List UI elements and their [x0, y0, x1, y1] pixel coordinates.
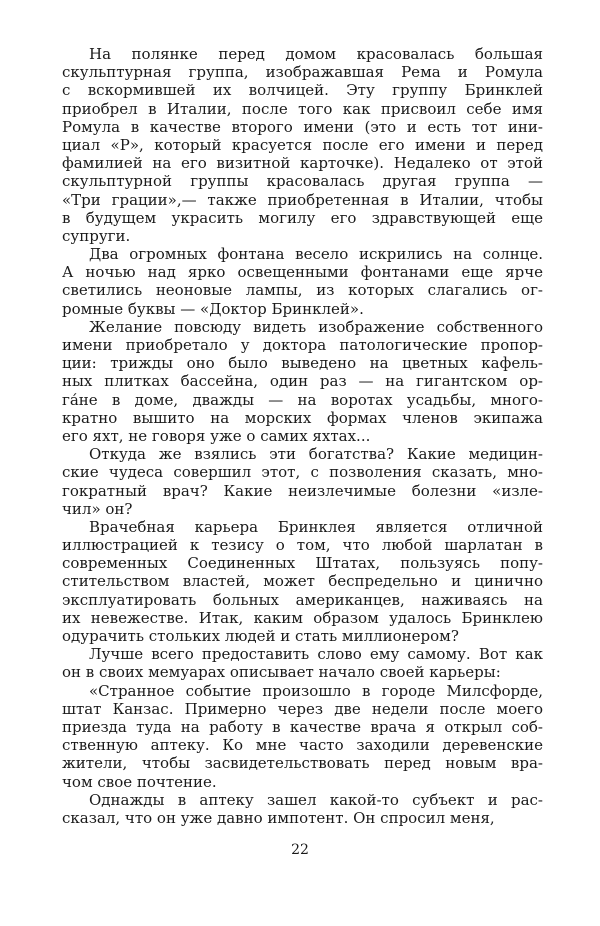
text-line: Ромула в качестве второго имени (это и есть тот ини-	[62, 117, 543, 136]
text-line: он в своих мемуарах описывает начало своей карьеры:	[62, 663, 501, 682]
text-line: Однажды в аптеку зашел какой-то субъект и рас-	[89, 790, 543, 809]
text-line: «Странное событие произошло в городе Милсфорде,	[89, 681, 543, 700]
text-line: «Три грации»,— также приобретенная в Италии, чтобы	[62, 190, 543, 209]
text-line: одурачить стольких людей и стать миллионером?	[62, 627, 459, 645]
paragraph	[62, 645, 543, 681]
text-line: гократный врач? Какие неизлечимые болезни «изле-	[62, 481, 543, 500]
text-line: чил» он?	[62, 499, 133, 518]
text-line: светились неоновые лампы, из которых слагались ог-	[62, 281, 543, 300]
paragraph	[62, 445, 543, 518]
page-number: 22	[291, 842, 309, 858]
text-line: штат Канзас. Примерно через две недели после моего	[62, 699, 543, 718]
text-line: Откуда же взялись эти богатства? Какие медицин-	[89, 445, 543, 464]
text-line: их невежестве. Итак, каким образом удалось Бринклею	[62, 608, 543, 627]
paragraph	[62, 318, 543, 445]
text-line: ных плитках бассейна, один раз — на гигантском ор-	[62, 372, 543, 391]
text-line: ские чудеса совершил этот, с позволения сказать, мно-	[62, 463, 543, 482]
text-line: приобрел в Италии, после того как присвоил себе имя	[62, 99, 543, 118]
text-line: иллюстрацией к тезису о том, что любой шарлатан в	[62, 536, 543, 555]
text-line: ромные буквы — «Доктор Бринклей».	[62, 299, 364, 318]
text-line: скульптурной группы красовалась другая группа —	[62, 172, 543, 191]
text-line: жители, чтобы засвидетельствовать перед новым вра-	[62, 754, 543, 773]
text-line: кратно вышито на морских формах членов экипажа	[62, 408, 543, 427]
text-line: имени приобретало у доктора патологические пропор-	[62, 336, 543, 354]
paragraph	[62, 518, 543, 645]
text-line: Врачебная карьера Бринклея является отличной	[89, 517, 543, 536]
text-line: с вскормившей их волчицей. Эту группу Бринклей	[62, 81, 543, 100]
paragraph	[62, 791, 543, 827]
paragraph	[62, 245, 543, 318]
text-line: чом свое почтение.	[62, 772, 217, 791]
text-line: На полянке перед домом красовалась большая	[89, 45, 543, 63]
text-line: сказал, что он уже давно импотент. Он спросил меня,	[62, 808, 495, 827]
paragraph	[62, 45, 543, 245]
paragraph	[62, 682, 543, 791]
text-line: в будущем украсить могилу его здравствующей еще	[62, 208, 543, 227]
text-line: га́не в доме, дважды — на воротах усадьбы, много-	[62, 390, 543, 409]
text-line: ции: трижды оно было выведено на цветных кафель-	[62, 354, 543, 373]
text-line: Желание повсюду видеть изображение собственного	[89, 317, 543, 336]
text-line: Лучше всего предоставить слово ему самому. Вот как	[89, 645, 543, 664]
text-line: супруги.	[62, 226, 131, 245]
text-line: современных Соединенных Штатах, пользуясь попу-	[62, 554, 543, 573]
text-line: приезда туда на работу в качестве врача я открыл соб-	[62, 717, 543, 736]
text-line: циал «Р», который красуется после его имени и перед	[62, 135, 543, 154]
body-text	[62, 45, 543, 827]
text-line: стительством властей, может беспредельно и цинично	[62, 572, 543, 591]
text-line: фамилией на его визитной карточке). Недалеко от этой	[62, 154, 543, 173]
text-line: скульптурная группа, изображавшая Рема и Ромула	[62, 63, 543, 82]
text-line: его яхт, не говоря уже о самих яхтах...	[62, 426, 371, 445]
text-line: эксплуатировать больных американцев, наживаясь на	[62, 590, 543, 609]
text-line: А ночью над ярко освещенными фонтанами еще ярче	[62, 263, 543, 282]
text-line: ственную аптеку. Ко мне часто заходили деревенские	[62, 736, 543, 755]
text-line: Два огромных фонтана весело искрились на солнце.	[89, 245, 543, 264]
